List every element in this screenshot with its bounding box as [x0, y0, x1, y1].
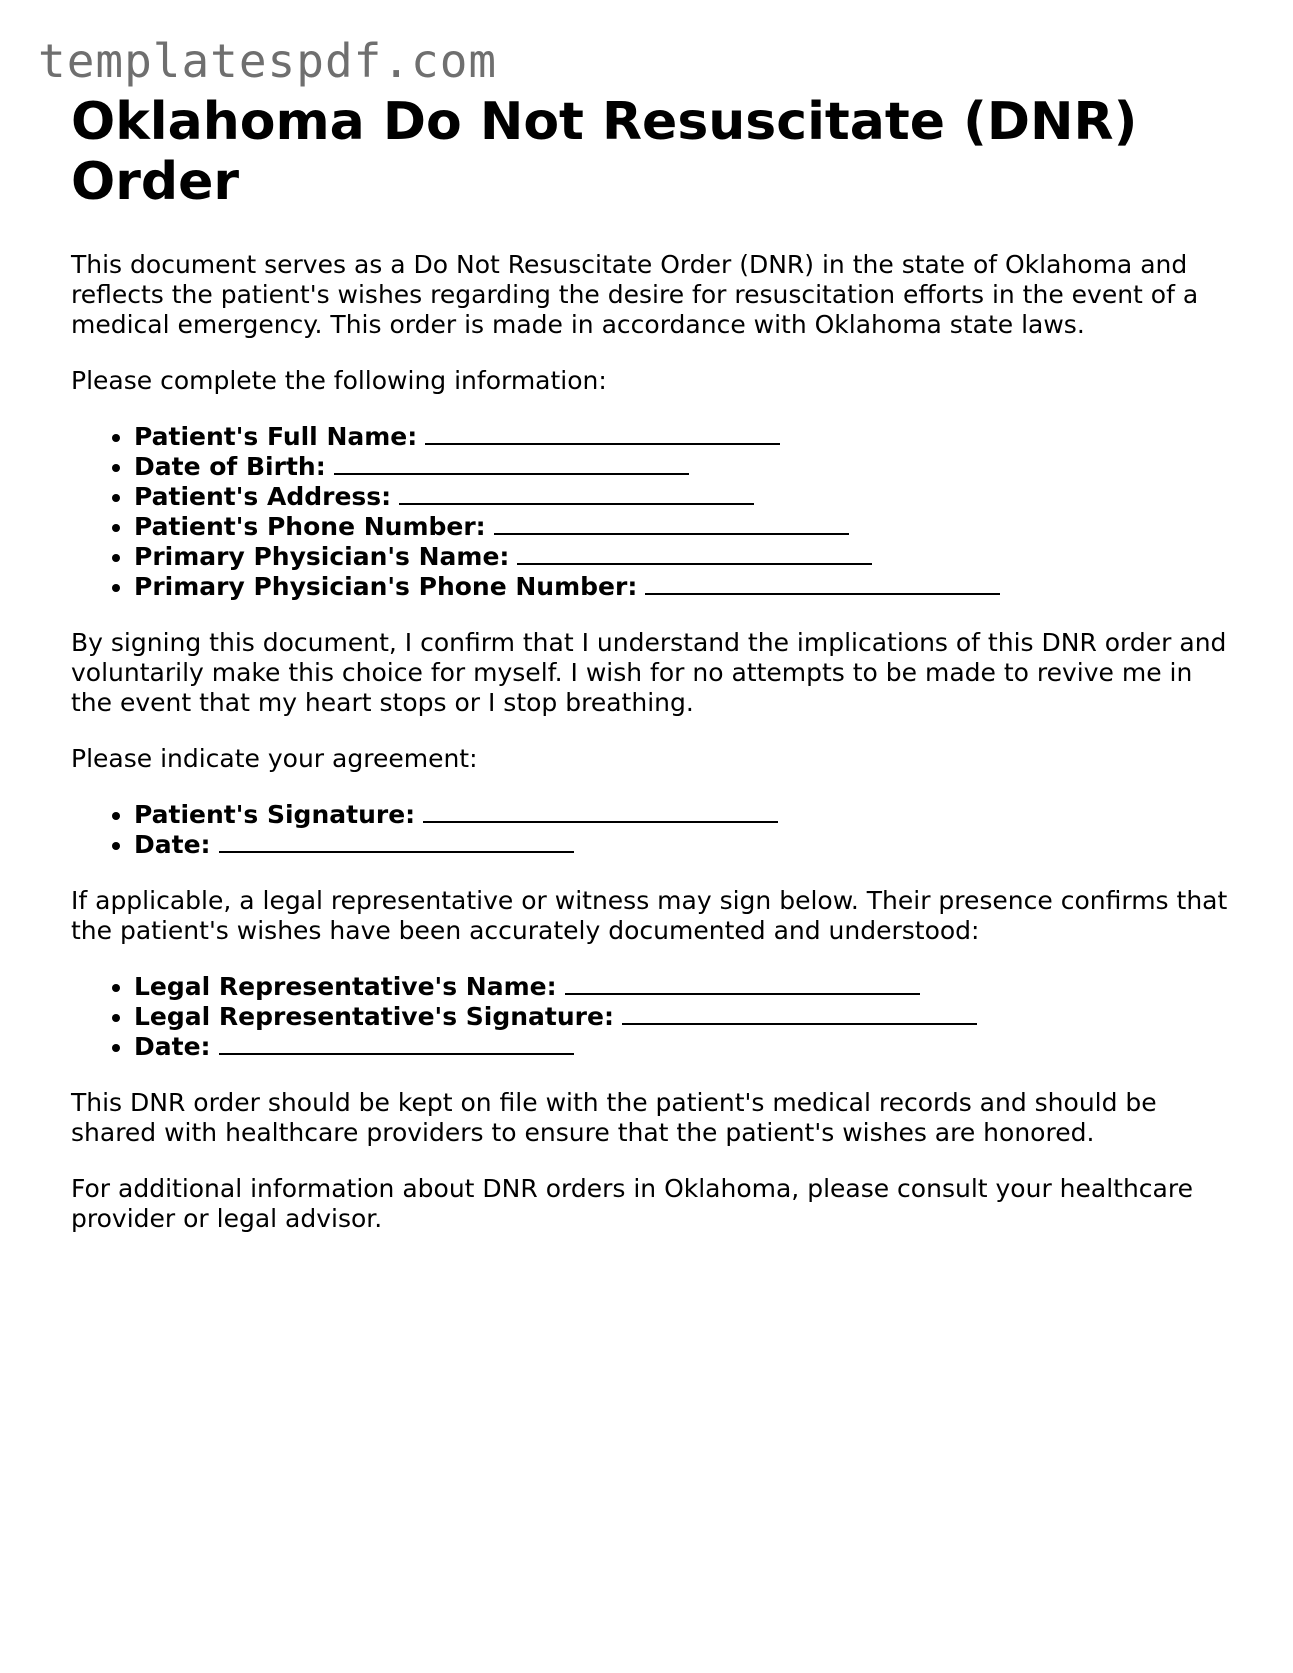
additional-info-paragraph: For additional information about DNR orders in Oklahoma, please consult your healthcare provider or legal advisor. [71, 1174, 1193, 1233]
field-physician-phone [134, 572, 1231, 602]
field-label: Legal Representative's Signature: [134, 1002, 614, 1031]
fill-in-line[interactable] [565, 973, 920, 995]
field-representative-date [134, 1032, 1231, 1062]
field-label: Patient's Address: [134, 482, 392, 511]
fill-in-line[interactable] [399, 483, 754, 505]
field-label: Primary Physician's Name: [134, 542, 510, 571]
field-representative-name [134, 972, 1231, 1002]
field-patient-phone [134, 512, 1231, 542]
fill-in-line[interactable] [425, 423, 780, 445]
intro-paragraph: This document serves as a Do Not Resuscitate Order (DNR) in the state of Oklahoma and reflects the patient's wishes regarding the desire for resuscitation efforts in the event of a medical emergency. This order is made in accordance with Oklahoma state laws. [71, 250, 1199, 339]
field-date-of-birth [134, 452, 1231, 482]
field-label: Patient's Full Name: [134, 422, 418, 451]
field-label: Date of Birth: [134, 452, 326, 481]
field-label: Primary Physician's Phone Number: [134, 572, 638, 601]
representative-paragraph: If applicable, a legal representative or witness may sign below. Their presence confirms that the patient's wishes have been accurately documented and understood: [71, 886, 1228, 945]
page-title: Oklahoma Do Not Resuscitate (DNR) Order [71, 92, 1138, 212]
agreement-prompt: Please indicate your agreement: [71, 744, 478, 773]
field-label: Legal Representative's Name: [134, 972, 557, 1001]
field-patient-full-name [134, 422, 1231, 452]
watermark: templatespdf.com [38, 34, 498, 88]
agreement-fields-list [71, 800, 1231, 860]
field-representative-signature [134, 1002, 1231, 1032]
fill-in-line[interactable] [517, 543, 872, 565]
document-page [71, 92, 1231, 1234]
complete-prompt: Please complete the following information: [71, 366, 607, 395]
field-patient-date [134, 830, 1231, 860]
field-label: Date: [134, 1032, 211, 1061]
field-label: Patient's Phone Number: [134, 512, 486, 541]
field-physician-name [134, 542, 1231, 572]
fill-in-line[interactable] [645, 573, 1000, 595]
fill-in-line[interactable] [219, 1033, 574, 1055]
patient-fields-list [71, 422, 1231, 602]
fill-in-line[interactable] [622, 1003, 977, 1025]
representative-fields-list [71, 972, 1231, 1062]
field-label: Patient's Signature: [134, 800, 416, 829]
records-paragraph: This DNR order should be kept on file with the patient's medical records and should be shared with healthcare providers to ensure that the patient's wishes are honored. [71, 1088, 1157, 1147]
field-patient-address [134, 482, 1231, 512]
confirmation-paragraph: By signing this document, I confirm that I understand the implications of this DNR order and voluntarily make this choice for myself. I wish for no attempts to be made to revive me in the event that my heart stops or I stop breathing. [71, 628, 1227, 717]
fill-in-line[interactable] [219, 831, 574, 853]
fill-in-line[interactable] [334, 453, 689, 475]
fill-in-line[interactable] [494, 513, 849, 535]
fill-in-line[interactable] [423, 801, 778, 823]
field-patient-signature [134, 800, 1231, 830]
field-label: Date: [134, 830, 211, 859]
